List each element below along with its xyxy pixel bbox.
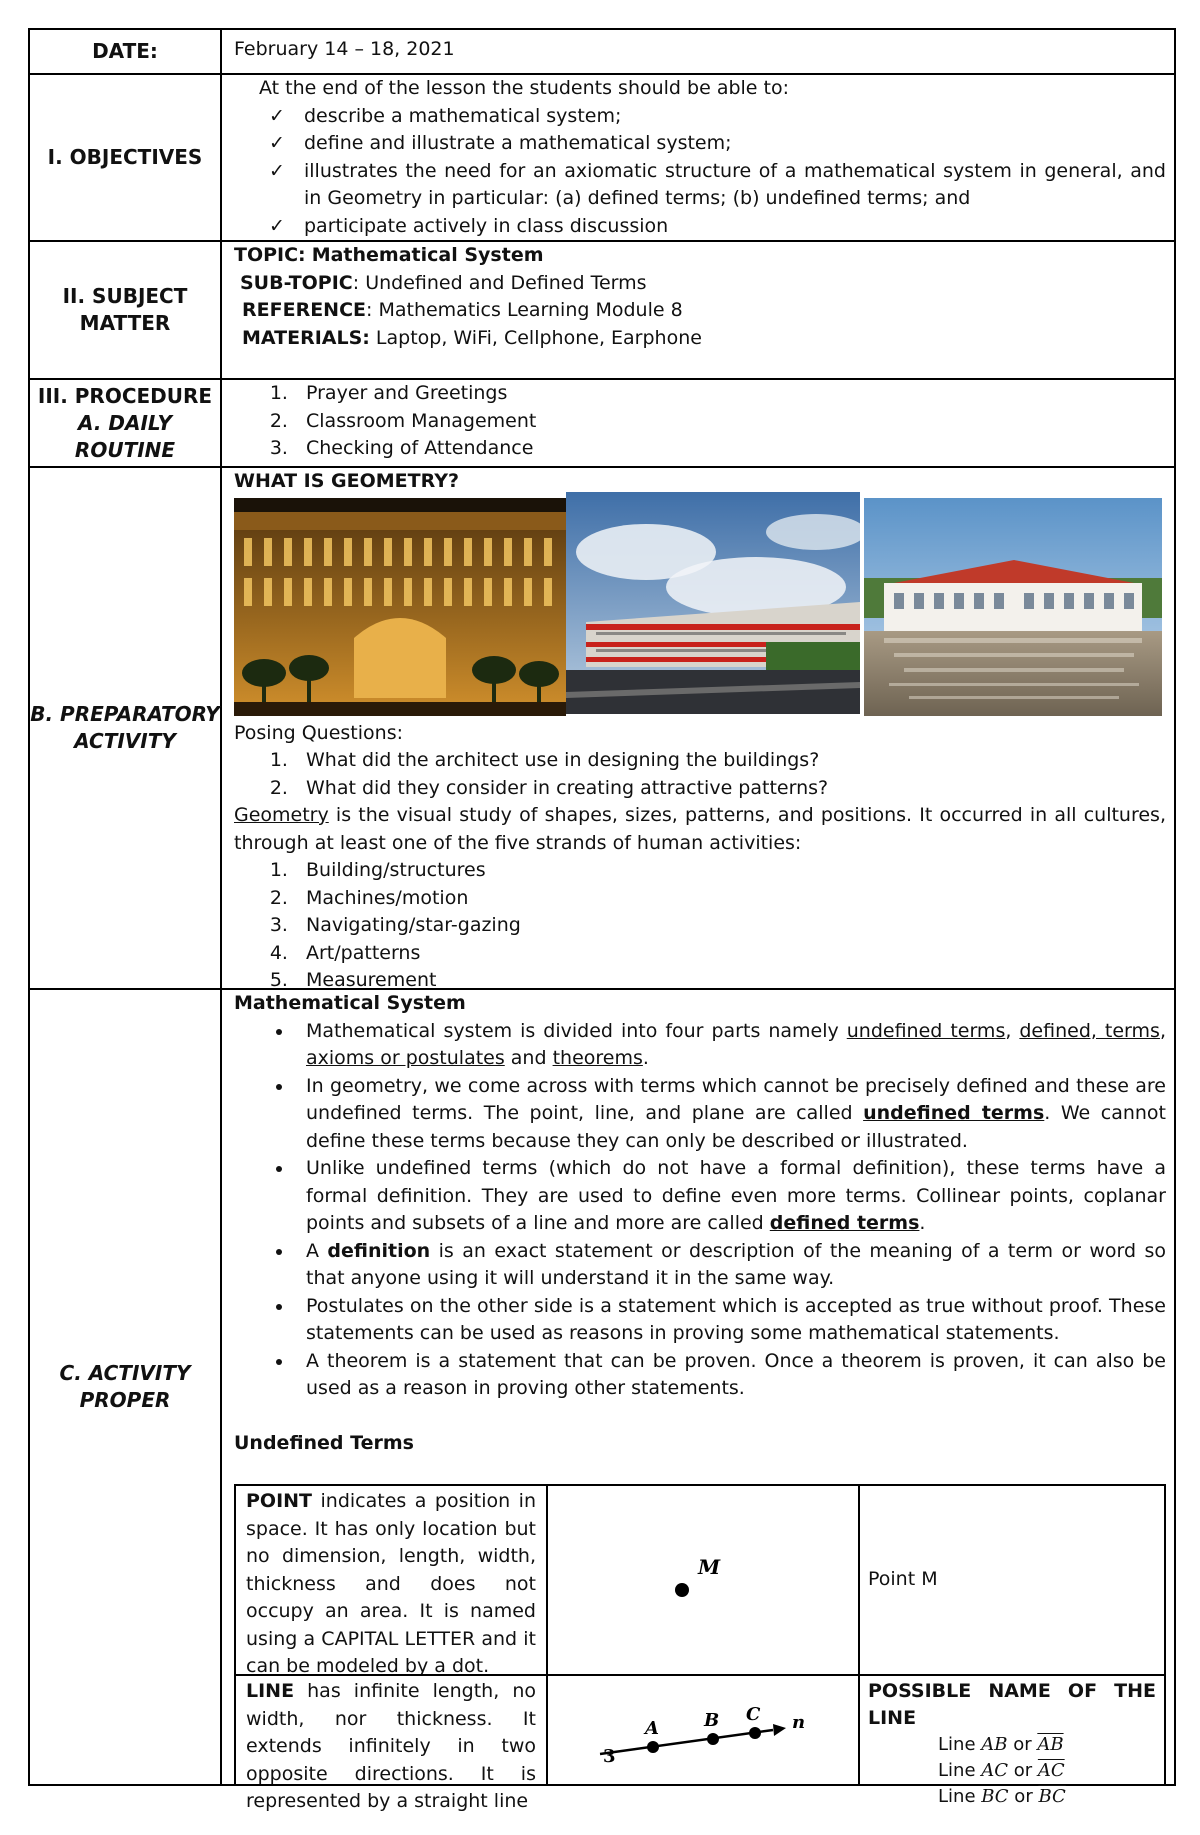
point-c-dot [749, 1727, 761, 1739]
procedure-row [30, 380, 1174, 468]
point-diagram [548, 1486, 860, 1674]
lesson-plan-table [28, 28, 1176, 1812]
date-label: DATE: [30, 30, 222, 73]
objective-item: ✓ participate actively in class discussion [269, 213, 1166, 241]
objectives-label: I. OBJECTIVES [30, 75, 222, 240]
human-activity-strands-list [234, 857, 1166, 995]
activity-row [30, 990, 1174, 1812]
point-c-label: C [746, 1704, 761, 1725]
line-description: LINE has infinite length, no width, nor thickness. It extends infinitely in two opposite directions. It is represented by a straight line [236, 1676, 548, 1784]
reference-line: REFERENCE: Mathematics Learning Module 8 [242, 299, 683, 321]
topic-line: TOPIC: Mathematical System [234, 244, 544, 266]
question-item: 2. What did they consider in creating attractive patterns? [294, 775, 1166, 803]
point-b-dot [707, 1733, 719, 1745]
subject-label: II. SUBJECT MATTER [30, 242, 222, 378]
date-row [30, 30, 1174, 75]
point-a-dot [647, 1741, 659, 1753]
daily-routine-list [234, 380, 1166, 463]
line-name-item: Line AC or $\overline{AC}$ [938, 1760, 1065, 1781]
posing-questions-list [234, 747, 1166, 802]
activity-label: C. ACTIVITY PROPER [30, 990, 222, 1784]
undefined-terms-heading: Undefined Terms [234, 1431, 414, 1454]
preparatory-heading: WHAT IS GEOMETRY? [234, 470, 459, 492]
line-diagram [548, 1676, 860, 1784]
point-row [234, 1484, 1166, 1676]
bullet-item: • In geometry, we come across with terms which cannot be precisely defined and these are undefined terms. The point, line, and plane are called undefined terms. We cannot define these terms because they can only be described or illustrated. [294, 1073, 1166, 1156]
materials-line: MATERIALS: Laptop, WiFi, Cellphone, Earphone [242, 326, 702, 349]
bullet-item: • Mathematical system is divided into four parts namely undefined terms, defined, terms, axioms or postulates and theorems. [294, 1018, 1166, 1073]
preparatory-row [30, 468, 1174, 990]
posing-questions-label: Posing Questions: [234, 721, 404, 744]
objective-item: ✓ describe a mathematical system; [269, 103, 1166, 131]
routine-item: 3. Checking of Attendance [294, 435, 1166, 463]
building-photo-1 [234, 498, 566, 716]
geometry-definition: Geometry is the visual study of shapes, sizes, patterns, and positions. It occurred in all cultures, through at least one of the five strands of human activities: [234, 804, 1166, 854]
objectives-row [30, 75, 1174, 242]
line-names-heading: POSSIBLE NAME OF THE LINE [868, 1680, 1156, 1729]
objectives-list [234, 103, 1166, 241]
bullet-item: • A theorem is a statement that can be proven. Once a theorem is proven, it can also be used as a reason in proving other statements. [294, 1348, 1166, 1403]
routine-item: 2. Classroom Management [294, 408, 1166, 436]
bullet-item: • Postulates on the other side is a statement which is accepted as true without proof. These statements can be used as reasons in proving some mathematical statements. [294, 1293, 1166, 1348]
bullet-item: • A definition is an exact statement or description of the meaning of a term or word so that anyone using it will understand it in the same way. [294, 1238, 1166, 1293]
activity-heading: Mathematical System [234, 992, 466, 1014]
date-value: February 14 – 18, 2021 [234, 38, 455, 60]
line-name-item: Line BC or $\overline{BC}$ [938, 1786, 1066, 1807]
line-start-label: 3 [603, 1746, 616, 1767]
strand-item: 2. Machines/motion [294, 885, 1166, 913]
strand-item: 5. Measurement [294, 967, 1166, 995]
question-item: 1. What did the architect use in designing the buildings? [294, 747, 1166, 775]
objectives-intro: At the end of the lesson the students should be able to: [259, 77, 790, 99]
point-a-label: A [645, 1718, 659, 1739]
line-end-label: n [792, 1712, 806, 1733]
building-photo-3 [864, 498, 1162, 716]
objective-item: ✓ define and illustrate a mathematical system; [269, 130, 1166, 158]
subject-row [30, 242, 1174, 380]
strand-item: 3. Navigating/star-gazing [294, 912, 1166, 940]
strand-item: 1. Building/structures [294, 857, 1166, 885]
procedure-label: III. PROCEDURE A. DAILY ROUTINE [30, 380, 222, 466]
mathematical-system-bullets [234, 1018, 1166, 1403]
preparatory-label: B. PREPARATORY ACTIVITY [30, 468, 222, 988]
bullet-item: • Unlike undefined terms (which do not have a formal definition), these terms have a formal definition. They are used to define even more terms. Collinear points, coplanar points and subsets of a line and more are called defined terms. [294, 1155, 1166, 1238]
objective-item: ✓ illustrates the need for an axiomatic structure of a mathematical system in general, and in Geometry in particular: (a) defined terms; (b) undefined terms; and [269, 158, 1166, 213]
point-b-label: B [704, 1710, 720, 1731]
subtopic-line: SUB-TOPIC: Undefined and Defined Terms [240, 271, 647, 294]
routine-item: 1. Prayer and Greetings [294, 380, 1166, 408]
point-label: M [698, 1555, 721, 1579]
point-description: POINT indicates a position in space. It has only location but no dimension, length, width, thickness and does not occupy an area. It is named using a CAPITAL LETTER and it can be modeled by a dot. [236, 1486, 548, 1674]
line-segment [600, 1730, 773, 1754]
point-name: Point M [868, 1568, 938, 1591]
line-row [234, 1674, 1166, 1812]
strand-item: 4. Art/patterns [294, 940, 1166, 968]
building-photo-2 [566, 492, 860, 714]
arrow-head-icon [773, 1724, 786, 1736]
point-dot [675, 1583, 689, 1597]
line-name-item: Line AB or $\overline{AB}$ [938, 1734, 1064, 1755]
line-names [860, 1676, 1164, 1807]
